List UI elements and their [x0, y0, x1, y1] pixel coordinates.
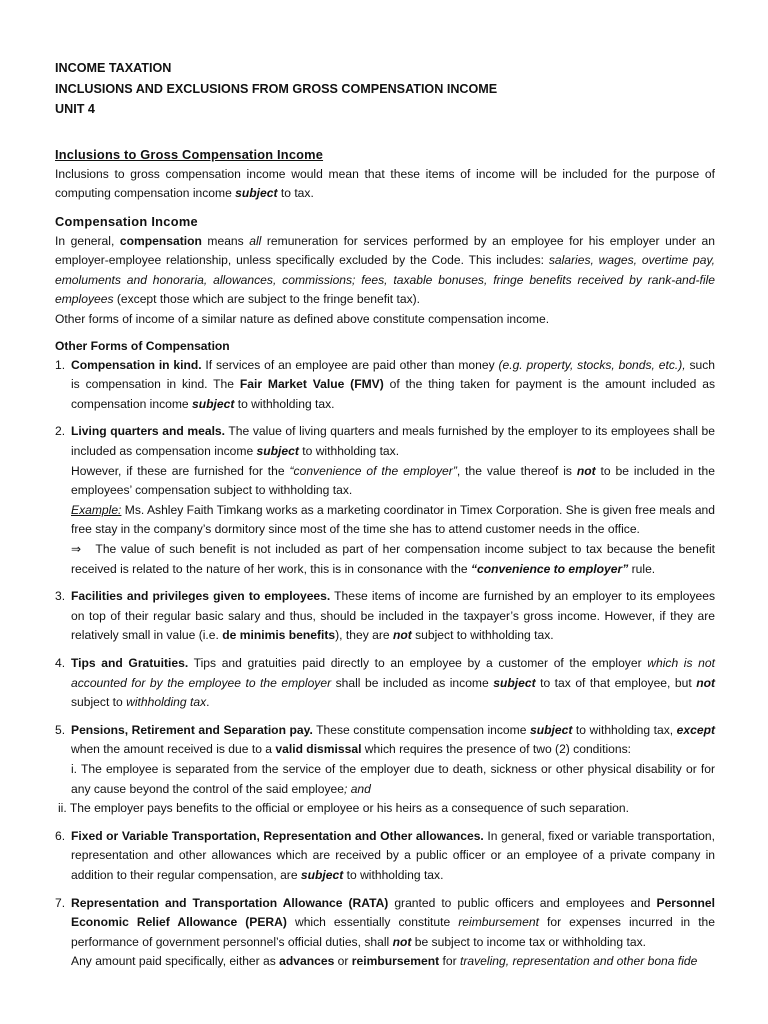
other-forms-heading: Other Forms of Compensation — [55, 338, 230, 353]
list-item: 5. Pensions, Retirement and Separation pay. These constitute compensation income subject to withholding tax, except when the amount received is due to a valid dismissal which requires the presence of two (2) conditions: i. The employee is separated from the service of the employer due to death, sickness or other physical disability or for any cause beyond the control of the said employee; and ii. The employer pays benefits to the official or employee or his heirs as a consequence of such separation. — [55, 721, 715, 819]
list-item: 7. Representation and Transportation Allowance (RATA) granted to public officers and employees and Personnel Economic Relief Allowance (PERA) which essentially constitute reimbursement for expenses incurred in the performance of government personnel’s official duties, shall not be subject to income tax or withholding tax. Any amount paid specifically, either as advances or reimbursement for traveling, representation and other bona fide — [55, 895, 716, 969]
condition-ii: ii. The employer pays benefits to the official or employee or his heirs as a consequence of such separation. — [58, 801, 629, 816]
compensation-paragraph: In general, compensation means all remuneration for services performed by an employee for his employer under an employer-employee relationship, unless specifically excluded by the Code. This includes: salaries, wages, overtime pay, emoluments and honoraria, allowances, commissions; fees, taxable bonuses, fringe benefits received by rank-and-file employees (except those which are subject to the fringe benefit tax). — [55, 233, 715, 307]
condition-i: i. The employee is separated from the service of the employer due to death, sickness or other physical disability or for any cause beyond the control of the said employee; and — [71, 761, 715, 796]
list-item: 2. Living quarters and meals. The value of living quarters and meals furnished by the employer to its employees shall be included as compensation income subject to withholding tax. However, if these are furnished for the “convenience of the employer”, the value thereof is not to be included in the employees’ compensation subject to withholding tax. Example: Ms. Ashley Faith Timkang works as a marketing coordinator in Timex Corporation. She is given free meals and free stay in the company’s dormitory since most of the time she has to attend customer needs in the office. ⇒ The value of such benefit is not included as part of her compensation income subject to tax because the benefit received is related to the nature of her work, this is in consonance with the “convenience to employer” rule. — [55, 424, 715, 576]
inclusions-paragraph: Inclusions to gross compensation income would mean that these items of income will be included for the purpose of computing compensation income subject to tax. — [55, 166, 715, 201]
doc-unit: UNIT 4 — [55, 102, 95, 116]
item-number: 6. — [55, 828, 66, 843]
compensation-paragraph-2: Other forms of income of a similar nature as defined above constitute compensation income. — [55, 312, 550, 327]
list-item: 6. Fixed or Variable Transportation, Representation and Other allowances. In general, fixed or variable transportation, representation and other allowances which are received by a public officer or an employee of a private company in addition to their regular compensation, are subject to withholding tax. — [55, 828, 715, 882]
compensation-heading: Compensation Income — [55, 213, 198, 229]
implies-arrow-icon: ⇒ — [71, 542, 82, 556]
item-number: 3. — [55, 589, 66, 604]
doc-subtitle: INCLUSIONS AND EXCLUSIONS FROM GROSS COMPENSATION INCOME — [55, 81, 498, 96]
list-item: 1. Compensation in kind. If services of an employee are paid other than money (e.g. property, stocks, bonds, etc.), such is compensation in kind. The Fair Market Value (FMV) of the thing taken for payment is the amount included as compensation income subject to withholding tax. — [55, 357, 715, 411]
doc-title: INCOME TAXATION — [55, 61, 172, 75]
item-number: 7. — [55, 895, 66, 910]
example-label: Example: — [71, 502, 122, 517]
item-number: 5. — [55, 722, 66, 737]
item-number: 1. — [55, 357, 66, 372]
other-forms-list — [55, 356, 715, 972]
item-number: 4. — [55, 655, 66, 670]
list-item: 4. Tips and Gratuities. Tips and gratuities paid directly to an employee by a customer of the employer which is not accounted for by the employee to the employer shall be included as income subject to tax of that employee, but not subject to withholding tax. — [55, 655, 716, 710]
document-page — [55, 58, 715, 972]
inclusions-heading: Inclusions to Gross Compensation Income — [55, 146, 324, 162]
item-number: 2. — [55, 424, 66, 439]
list-item: 3. Facilities and privileges given to employees. These items of income are furnished by an employer to its employees on top of their regular basic salary and thus, should be included in the taxpayer’s gross income. However, if they are relatively small in value (i.e. de minimis benefits), they are not subject to withholding tax. — [55, 589, 715, 643]
